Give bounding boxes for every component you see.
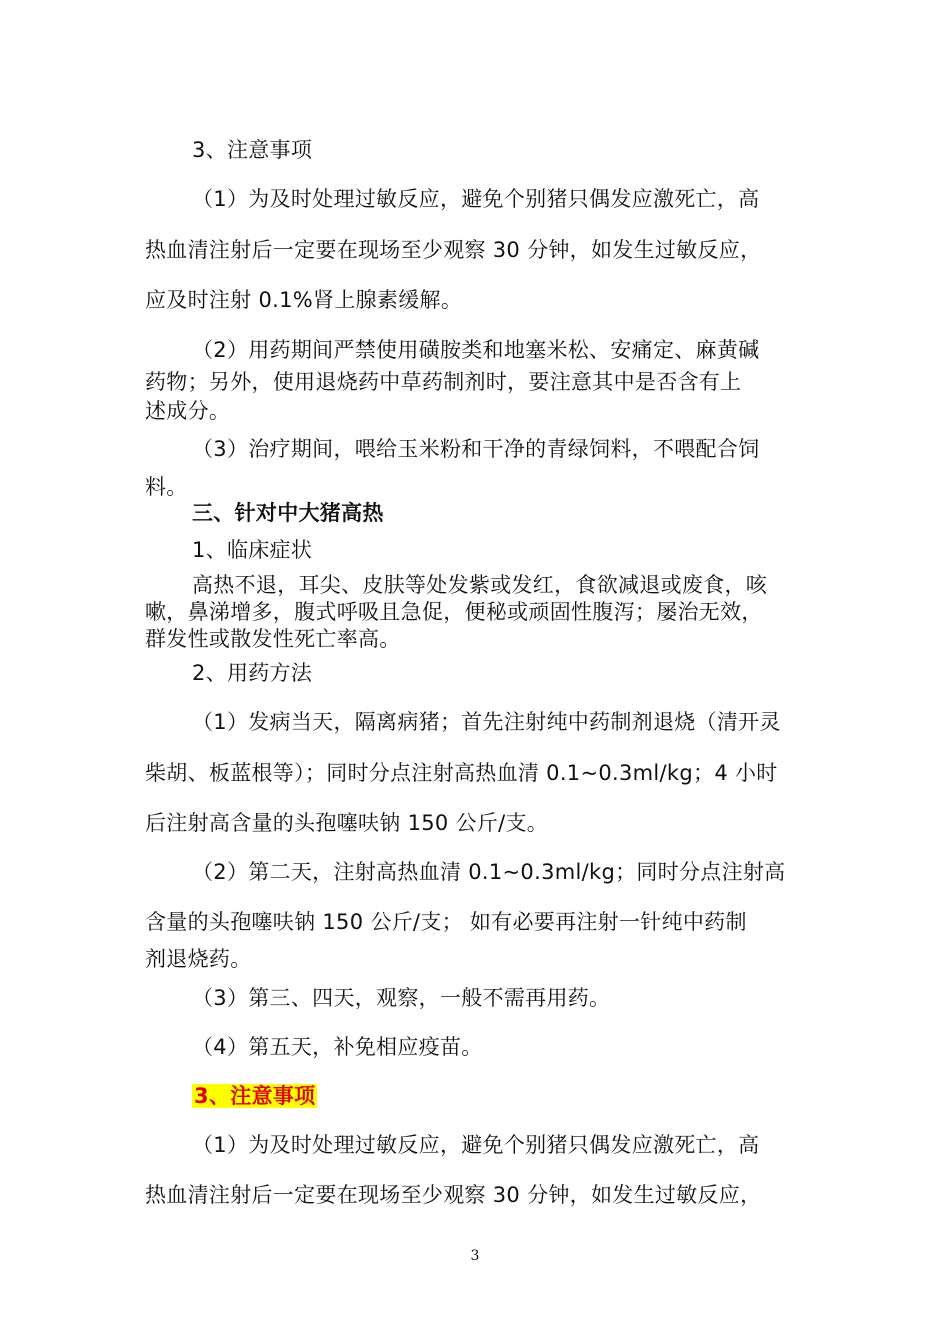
paragraph-line: 药物；另外，使用退烧药中草药制剂时，要注意其中是否含有上 (145, 370, 742, 394)
paragraph-line: （4）第五天，补免相应疫苗。 (192, 1035, 483, 1059)
subheading-precautions-1: 3、注意事项 (192, 138, 313, 162)
paragraph-line: 热血清注射后一定要在现场至少观察 30 分钟，如发生过敏反应， (145, 1183, 762, 1207)
paragraph-line: 群发性或散发性死亡率高。 (145, 627, 401, 651)
paragraph-line: 料。 (145, 475, 188, 499)
paragraph-line: 述成分。 (145, 399, 231, 423)
highlighted-subheading: 3、注意事项 (194, 1084, 316, 1108)
paragraph-line: 嗽，鼻涕增多，腹式呼吸且急促，便秘或顽固性腹泻；屡治无效， (145, 600, 763, 624)
paragraph-line: （2）第二天，注射高热血清 0.1~0.3ml/kg；同时分点注射高 (192, 860, 786, 884)
paragraph-line: （3）治疗期间，喂给玉米粉和干净的青绿饲料，不喂配合饲 (192, 437, 760, 461)
paragraph-line: 柴胡、板蓝根等）；同时分点注射高热血清 0.1~0.3ml/kg；4 小时 (145, 761, 778, 785)
paragraph-line: （2）用药期间严禁使用磺胺类和地塞米松、安痛定、麻黄碱 (192, 338, 760, 362)
paragraph-line: 含量的头孢噻呋钠 150 公斤/支； 如有必要再注射一针纯中药制 (145, 910, 747, 934)
paragraph-line: 应及时注射 0.1%肾上腺素缓解。 (145, 288, 463, 312)
paragraph-line: 剂退烧药。 (145, 947, 252, 971)
paragraph-line: （3）第三、四天，观察，一般不需再用药。 (192, 986, 611, 1010)
subheading-precautions-2-wrapper (192, 1082, 810, 1110)
page-number: 3 (470, 1248, 480, 1264)
paragraph-line: （1）为及时处理过敏反应，避免个别猪只偶发应激死亡，高 (192, 1133, 760, 1157)
subheading-clinical-symptoms: 1、临床症状 (192, 538, 313, 562)
paragraph-line: 后注射高含量的头孢噻呋钠 150 公斤/支。 (145, 811, 549, 835)
paragraph-line: （1）发病当天，隔离病猪；首先注射纯中药制剂退烧（清开灵 (192, 710, 781, 734)
paragraph-line: 热血清注射后一定要在现场至少观察 30 分钟，如发生过敏反应， (145, 238, 762, 262)
subheading-medication-method: 2、用药方法 (192, 661, 313, 685)
section-heading: 三、针对中大猪高热 (192, 501, 384, 525)
paragraph-line: 高热不退，耳尖、皮肤等处发紫或发红，食欲减退或废食，咳 (192, 573, 768, 597)
paragraph-line: （1）为及时处理过敏反应，避免个别猪只偶发应激死亡，高 (192, 187, 760, 211)
